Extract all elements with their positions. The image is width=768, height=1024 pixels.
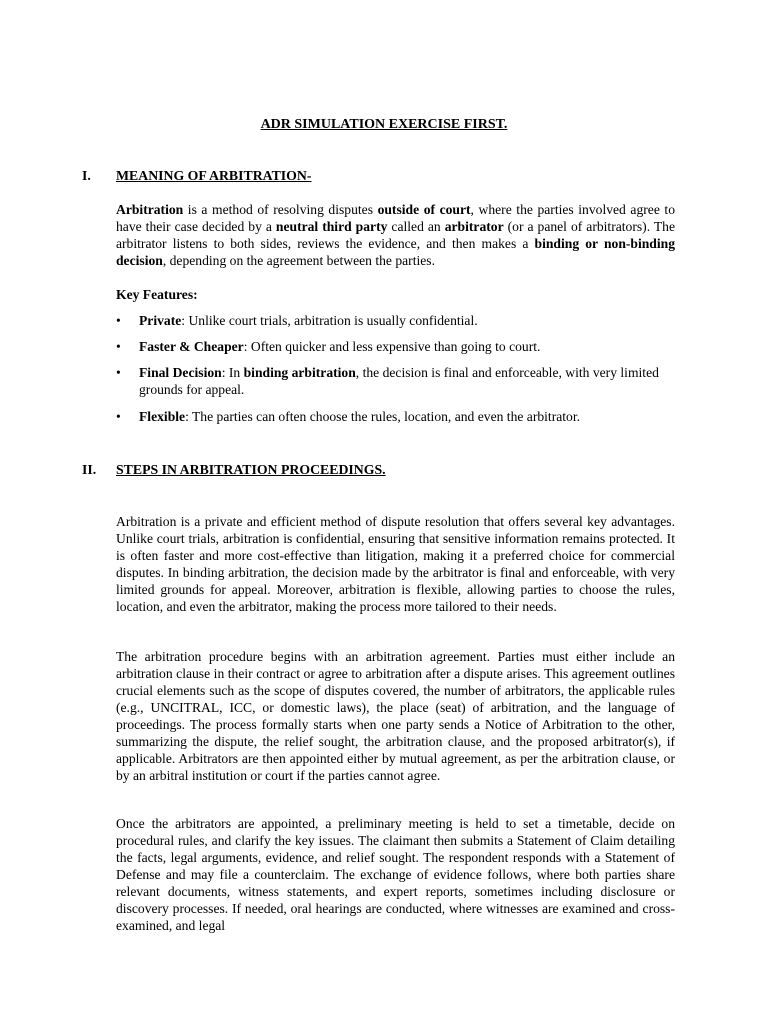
feature-text: : Often quicker and less expensive than going to court. xyxy=(243,339,541,354)
bold-term: arbitrator xyxy=(444,219,504,234)
feature-term: binding arbitration xyxy=(243,365,356,380)
feature-text: , the decision is final and enforceable, with very limited grounds for appeal. xyxy=(139,365,659,397)
bold-term: Arbitration xyxy=(116,202,184,217)
key-features-label: Key Features: xyxy=(116,287,198,302)
text-run: , where the parties involved agree to have their case decided by a xyxy=(116,202,675,234)
list-item xyxy=(116,408,676,425)
bold-term: neutral third party xyxy=(275,219,388,234)
text-run: is a method of resolving disputes xyxy=(183,202,378,217)
bullet-icon: • xyxy=(116,409,121,424)
section-number: II. xyxy=(82,462,97,477)
feature-term: Private xyxy=(139,313,182,328)
bold-term: binding or non-binding decision xyxy=(116,236,675,268)
feature-text: : The parties can often choose the rules, location, and even the arbitrator. xyxy=(185,409,581,424)
bullet-icon: • xyxy=(116,339,121,354)
bullet-icon: • xyxy=(116,365,121,380)
feature-term: Flexible xyxy=(139,409,186,424)
definition-paragraph xyxy=(116,201,675,269)
steps-paragraph-2: The arbitration procedure begins with an arbitration agreement. Parties must either include an arbitration clause in their contract or agree to arbitration after a dispute arises. This agreement outlines crucial elements such as the scope of disputes covered, the number of arbitrators, the applicable rules (e.g., UNCITRAL, ICC, or domestic laws), the place (seat) of arbitration, and the language of proceedings. The process formally starts when one party sends a Notice of Arbitration to the other, summarizing the dispute, the relief sought, the arbitration clause, and the proposed arbitrator(s), if applicable. Arbitrators are then appointed either by mutual agreement, as per the arbitration clause, or by an arbitral institution or court if the parties cannot agree. xyxy=(116,649,675,783)
bullet-icon: • xyxy=(116,313,121,328)
feature-term: Faster & Cheaper xyxy=(139,339,244,354)
steps-paragraph-3: Once the arbitrators are appointed, a preliminary meeting is held to set a timetable, decide on procedural rules, and clarify the key issues. The claimant then submits a Statement of Claim detailing the facts, legal arguments, evidence, and relief sought. The respondent responds with a Statement of Defense and may file a counterclaim. The exchange of evidence follows, where both parties share relevant documents, witness statements, and expert reports, sometimes including disclosure or discovery processes. If needed, oral hearings are conducted, where witnesses are examined and cross-examined, and legal xyxy=(116,816,675,933)
list-item xyxy=(116,364,676,398)
text-run: (or a panel of arbitrators). The arbitrator listens to both sides, reviews the evidence, and then makes a xyxy=(116,219,675,251)
bold-term: outside of court xyxy=(377,202,471,217)
text-run: , depending on the agreement between the parties. xyxy=(162,253,435,268)
document-title: ADR SIMULATION EXERCISE FIRST. xyxy=(260,117,508,132)
text-run: called an xyxy=(387,219,445,234)
list-item xyxy=(116,312,676,329)
feature-text: : Unlike court trials, arbitration is usually confidential. xyxy=(181,313,478,328)
section-number: I. xyxy=(82,168,91,183)
section-title: MEANING OF ARBITRATION- xyxy=(116,168,312,183)
steps-paragraph-1: Arbitration is a private and efficient method of dispute resolution that offers several key advantages. Unlike court trials, arbitration is confidential, ensuring that sensitive information remains protected. It is often faster and more cost-effective than litigation, making it a preferred choice for commercial disputes. In binding arbitration, the decision made by the arbitrator is final and enforceable, with very limited grounds for appeal. Moreover, arbitration is flexible, allowing parties to choose the rules, location, and even the arbitrator, making the process more tailored to their needs. xyxy=(116,514,675,614)
feature-term: Final Decision xyxy=(139,365,222,380)
section-title: STEPS IN ARBITRATION PROCEEDINGS. xyxy=(116,462,386,477)
feature-text: : In xyxy=(221,365,244,380)
list-item xyxy=(116,338,676,355)
